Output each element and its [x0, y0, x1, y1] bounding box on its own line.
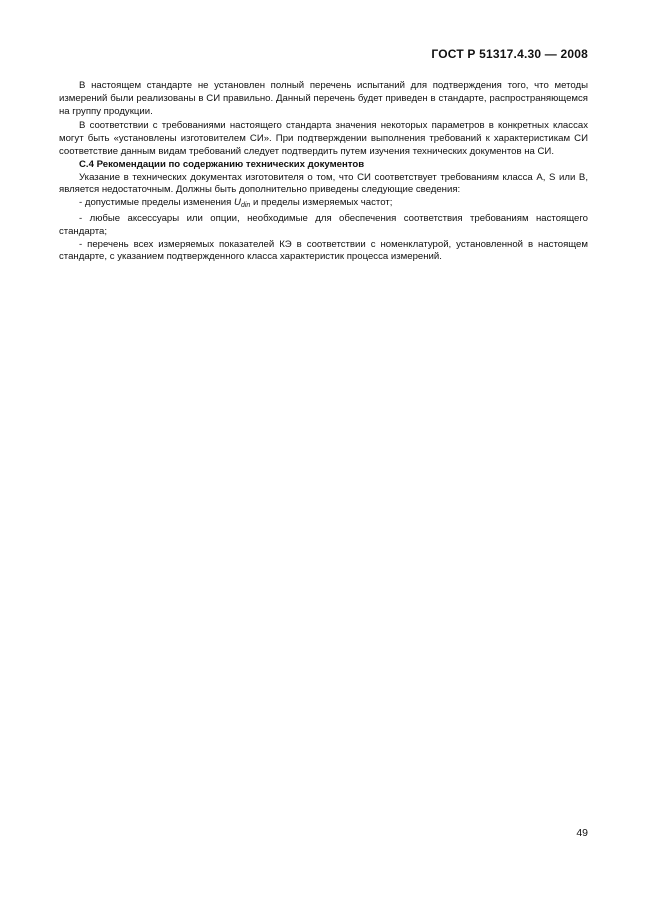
list-item-udin-text-after: и пределы измеряемых частот; [250, 197, 393, 209]
paragraph-test-list: В настоящем стандарте не установлен полный перечень испытаний для подтверждения того, что методы измерений были реализованы в СИ правильно. Данный перечень будет приведен в стандарте, распространяющемся на группу продукции. [59, 80, 588, 117]
paragraph-manufacturer-docs: Указание в технических документах изготовителя о том, что СИ соответствует требованиям класса А, S или В, является недостаточным. Должны быть дополнительно приведены следующие сведения: [59, 171, 588, 196]
paragraph-class-requirements: В соответствии с требованиями настоящего стандарта значения некоторых параметров в конкретных классах могут быть «установлены изготовителем СИ». При подтверждении выполнения требований к характеристикам СИ соответствие данным видам требований следует подтвердить путем изучения технических документов на СИ. [59, 120, 588, 157]
list-item-accessories: - любые аксессуары или опции, необходимые для обеспечения соответствия требованиям настоящего стандарта; [59, 212, 588, 237]
list-item-udin-limits [59, 197, 588, 213]
udin-symbol: U [234, 197, 241, 209]
page-number: 49 [576, 827, 588, 839]
section-heading: С.4 Рекомендации по содержанию технических документов [79, 158, 365, 170]
document-header: ГОСТ Р 51317.4.30 — 2008 [431, 47, 588, 61]
list-item-measured-parameters: - перечень всех измеряемых показателей КЭ в соответствии с номенклатурой, установленной в настоящем стандарте, с указанием подтвержденного класса характеристик процесса измерений. [59, 238, 588, 263]
udin-subscript: din [240, 202, 251, 210]
document-body [59, 80, 588, 264]
list-item-udin-text-before: - допустимые пределы изменения [79, 197, 234, 209]
